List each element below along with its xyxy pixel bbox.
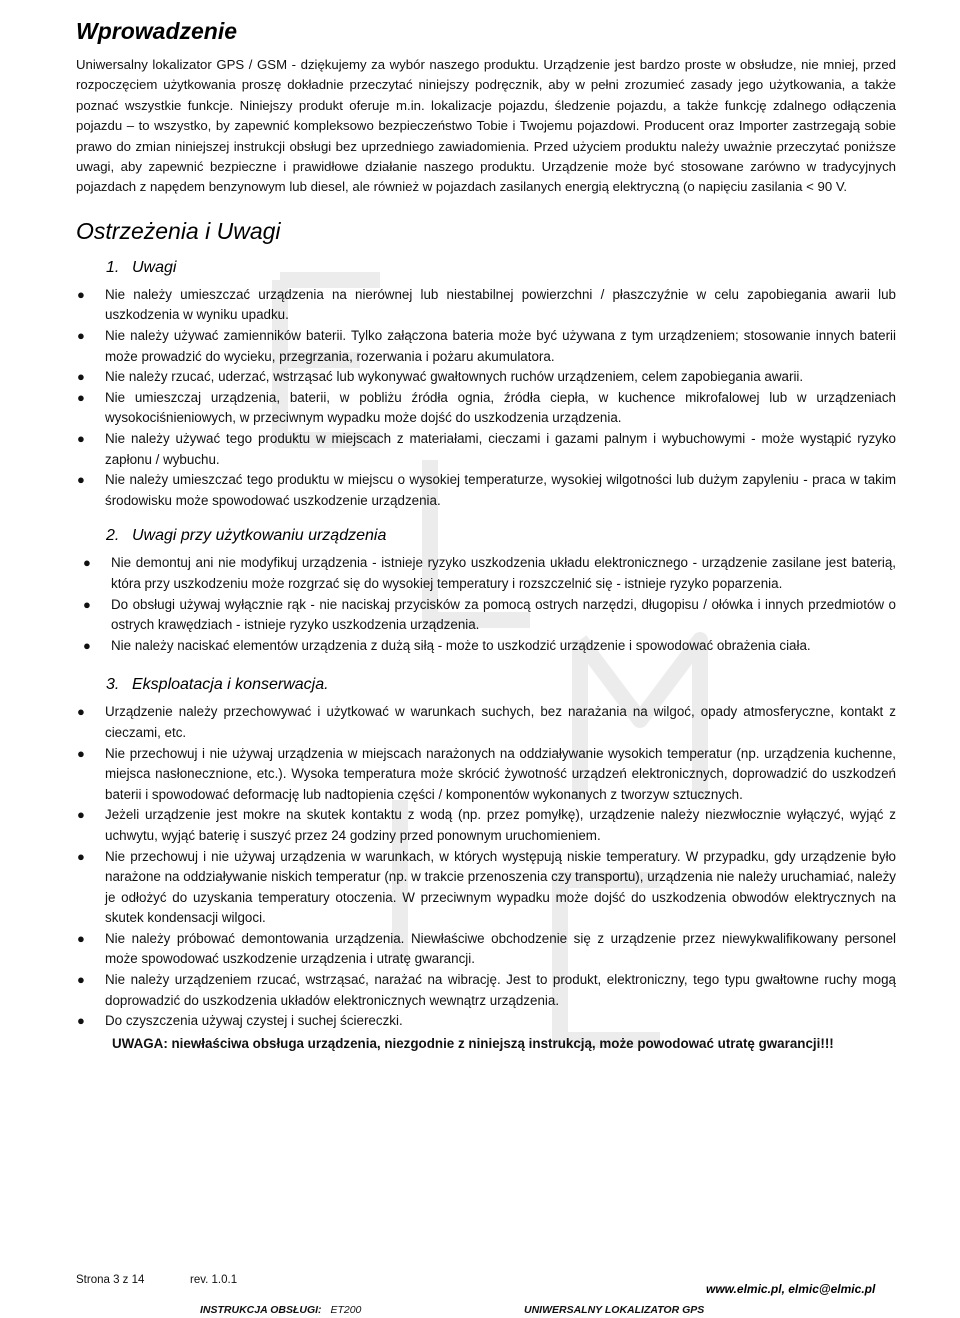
intro-paragraph: Uniwersalny lokalizator GPS / GSM - dziękujemy za wybór naszego produktu. Urządzenie jest bardzo proste w obsłudze, nie mniej, przed rozpoczęciem użytkowania proszę dokładnie przeczytać niniejszy podręcznik, aby w pełni zrozumieć zasady jego użytkowania, a także poznać wszystkie funkcje. Niniejszy produkt oferuje m.in. lokalizacje pojazdu, śledzenie pojazdu, a także funkcję zdalnego odłączenia pojazdu – to wszystko, by zapewnić kompleksowo bezpieczeństwo Tobie i Twojemu pojazdowi. Producent oraz Importer zastrzegają sobie prawo do zmian niniejszej instrukcji obsługi bez uprzedniego zawiadomienia. Przed użyciem produktu należy uważnie przeczytać poniższe uwagi, aby zapewnić bezpieczne i prawidłowe działanie naszego produktu. Urządzenie może być stosowane zarówno w tradycyjnych pojazdach z napędem benzynowym lub diesel, ale również w pojazdach zasilanych energią elektryczną (o napięciu zasilania < 90 V.	[76, 57, 896, 195]
manual-label: INSTRUKCJA OBSŁUGI: ET200	[200, 1304, 362, 1316]
subsection-title: Uwagi przy użytkowaniu urządzenia	[132, 527, 387, 545]
bullet-icon: ●	[77, 1013, 85, 1029]
bullet-icon: ●	[77, 848, 85, 864]
list-item: ● Nie należy urządzeniem rzucać, wstrząsać, narażać na wibrację. Jest to produkt, elektroniczny, tego typu gwałtowne ruchy mogą doprowadzić do uszkodzenia układów elektronicznych wewnątrz urządzenia.	[77, 972, 896, 1008]
bullet-icon: ●	[83, 637, 91, 653]
bullet-icon: ●	[77, 286, 85, 302]
bullet-icon: ●	[77, 389, 85, 405]
notes-list	[76, 285, 896, 512]
revision: rev. 1.0.1	[190, 1274, 238, 1286]
warnings-title: Ostrzeżenia i Uwagi	[76, 217, 281, 244]
list-item: ● Nie przechowuj i nie używaj urządzenia w warunkach, w których występują niskie temperatury. W przypadku, gdy urządzenie było narażone na oddziaływanie niskich temperatur (np. w trakcie przenoszenia czy transportu), urządzenia nie należy uruchamiać, należy je odłożyć do uzyskania temperatury otoczenia. W przeciwnym wypadku może dojść do uszkodzenia obwodów elektrycznych na skutek kondensacji wilgoci.	[77, 848, 896, 926]
bullet-icon: ●	[83, 596, 91, 612]
bullet-icon: ●	[77, 472, 85, 488]
subsection-heading-2	[106, 527, 896, 545]
bullet-icon: ●	[77, 369, 85, 385]
bullet-icon: ●	[77, 930, 85, 946]
subsection-number: 3.	[106, 676, 120, 694]
subsection-number: 2.	[106, 527, 120, 545]
list-item: ● Nie należy naciskać elementów urządzenia z dużą siłą - może to uszkodzić urządzenie i spowodować obrażenia ciała.	[76, 636, 896, 657]
bullet-icon: ●	[77, 704, 85, 720]
list-item: ● Nie przechowuj i nie używaj urządzenia w miejscach narażonych na oddziaływanie wysokich temperatur (np. urządzenia kuchenne, miejsca nasłonecznione, etc.). Wysoka temperatura może skrócić żywotność urządzeń elektronicznych, doprowadzić do uszkodzeń baterii i spowodować deformację lub nadtopienia części / komponentów wykonanych z tworzyw sztucznych.	[77, 745, 896, 802]
bullet-icon: ●	[77, 972, 85, 988]
subsection-title: Eksploatacja i konserwacja.	[132, 676, 329, 694]
subsection-heading-3	[106, 676, 896, 694]
model-name: ET200	[330, 1304, 362, 1316]
warranty-warning: UWAGA: niewłaściwa obsługa urządzenia, niezgodnie z niniejszą instrukcją, może powodować utratę gwarancji!!!	[112, 1035, 834, 1051]
bullet-icon: ●	[77, 807, 85, 823]
intro-title: Wprowadzenie	[76, 18, 238, 44]
list-item: ● Nie demontuj ani nie modyfikuj urządzenia - istnieje ryzyko uszkodzenia układu elektronicznego - urządzenie zasilane jest baterią, która przy uszkodzeniu może rozgrzać się do wysokiej temperatury i rozszczelnić się - istnieje ryzyko poparzenia.	[83, 555, 896, 591]
maintenance-list	[76, 702, 896, 1032]
bullet-icon: ●	[77, 431, 85, 446]
page-number: Strona 3 z 14	[76, 1274, 145, 1286]
product-name: UNIWERSALNY LOKALIZATOR GPS	[524, 1304, 705, 1316]
list-item: ● Nie umieszczaj urządzenia, baterii, w pobliżu źródła ognia, źródła ciepła, w kuchence mikrofalowej lub w urządzeniach wysokociśnieniowych, w przeciwnym wypadku może dojść do uszkodzenia urządzenia.	[77, 389, 896, 426]
subsection-title: Uwagi	[132, 258, 177, 276]
list-item: ● Nie należy umieszczać tego produktu w miejscu o wysokiej temperaturze, wysokiej wilgotności lub dużym zapyleniu - praca w takim środowisku może spowodować uszkodzenie urządzenia.	[77, 472, 896, 508]
bullet-icon: ●	[77, 745, 85, 761]
bullet-icon: ●	[77, 328, 85, 344]
usage-notes-list	[76, 553, 896, 656]
subsection-number: 1.	[106, 258, 120, 276]
website-link[interactable]: www.elmic.pl, elmic@elmic.pl	[706, 1282, 876, 1296]
list-item: ● Nie należy umieszczać urządzenia na nierównej lub niestabilnej powierzchni / płaszczyźnie w celu zapobiegania awarii lub uszkodzenia w wyniku upadku.	[77, 286, 896, 323]
list-item: ● Do czyszczenia używaj czystej i suchej ściereczki.	[76, 1011, 896, 1032]
list-item: ● Nie należy rzucać, uderzać, wstrząsać lub wykonywać gwałtownych ruchów urządzeniem, celem zapobiegania awarii.	[76, 367, 896, 388]
list-item: ● Nie należy używać tego produktu w miejscach z materiałami, cieczami i gazami palnym i wybuchowymi - może wystąpić ryzyko zapłonu / wybuchu.	[77, 431, 896, 467]
list-item: ● Do obsługi używaj wyłącznie rąk - nie naciskaj przycisków za pomocą ostrych narzędzi, długopisu / ołówka i innych przedmiotów o ostrych krawędziach - istnieje ryzyko uszkodzenia urządzenia.	[83, 596, 896, 633]
bullet-icon: ●	[83, 555, 91, 571]
list-item: ● Nie należy próbować demontowania urządzenia. Niewłaściwe obchodzenie się z urządzenie przez niewykwalifikowany personel może spowodować uszkodzenie urządzenia i utratę gwarancji.	[77, 930, 896, 967]
subsection-heading-1	[106, 259, 896, 277]
list-item: ● Nie należy używać zamienników baterii. Tylko załączona bateria może być używana z tym urządzeniem; stosowanie innych baterii może prowadzić do wycieku, przegrzania, rozerwania i pożaru akumulatora.	[77, 328, 896, 364]
list-item: ● Jeżeli urządzenie jest mokre na skutek kontaktu z wodą (np. przez pomyłkę), urządzenie należy niezwłocznie wyłączyć, wyjąć z uchwytu, wyjąć baterię i suszyć przez 24 godziny przed ponownym uruchomieniem.	[77, 807, 896, 843]
list-item: ● Urządzenie należy przechowywać i użytkować w warunkach suchych, bez narażania na wilgoć, opady atmosferyczne, kontakt z cieczami, etc.	[77, 704, 896, 740]
